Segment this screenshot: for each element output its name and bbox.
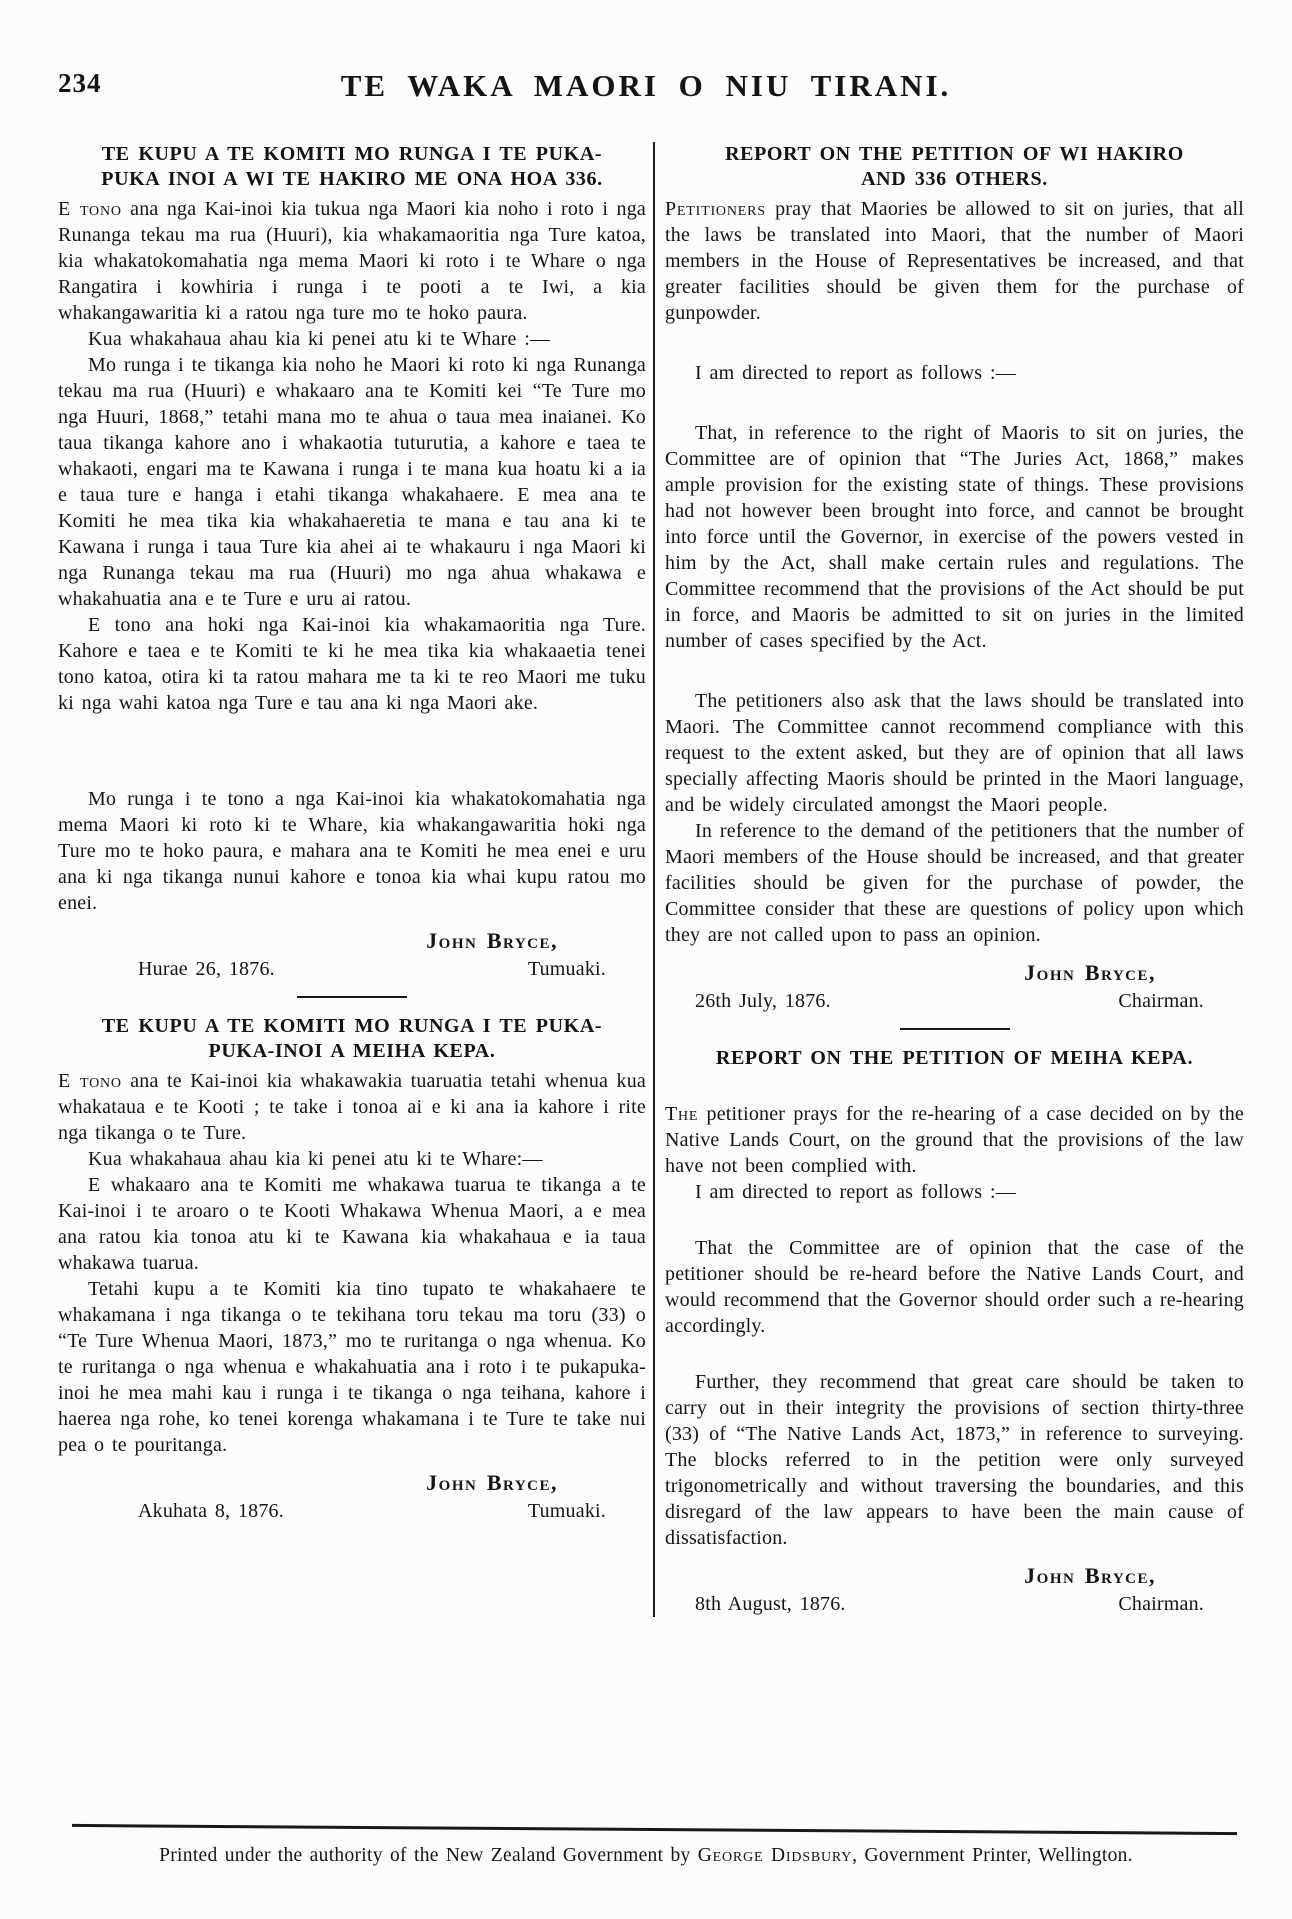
lead-word: E tono: [58, 1070, 122, 1092]
signature-block: [58, 1470, 646, 1524]
signature-name: John Bryce,: [426, 1470, 558, 1495]
paragraph: [58, 1068, 646, 1146]
paragraph: [665, 196, 1244, 326]
paragraph: Mo runga i te tikanga kia noho he Maori ki roto ki nga Runanga tekau ma rua (Huuri) e whakaaro ana te Komiti kei “Te Ture mo nga Huuri, 1868,” tetahi mana mo te ahua o taua mea inaianei. Ko taua tikanga kahore ano i whakaotia tuturutia, a kahore e taea te whakaoti, engari ma te Kawana i runga i te mana kua hoatu ki a ia e taua ture e hanga i etahi tikanga whakahaere. E mea ana te Komiti he mea tika kia whakahaeretia te mana e tau ana ki te Kawana i runga i taua Ture kia ahei ai te whakauru i nga Maori ki nga Runanga tekau ma rua (Huuri) mo nga ahua whakawa e whakahuatia ana e te Ture e uru ai ratou.: [58, 354, 646, 610]
paragraph: [665, 1101, 1244, 1179]
signature-date: 8th August, 1876.: [695, 1593, 846, 1615]
heading-line: TE KUPU A TE KOMITI MO RUNGA I TE PUKA-: [101, 143, 603, 165]
section-heading: [58, 1014, 646, 1064]
paragraph-text: ana te Kai-inoi kia whakawakia tuaruatia tetahi whenua kua whakataua e te Kooti ; te take i tonoa ai e ki ana ia kahore i rite nga tikanga o te Ture.: [58, 1070, 646, 1144]
paragraph: I am directed to report as follows :—: [695, 362, 1016, 384]
paragraph: E tono ana hoki nga Kai-inoi kia whakamaoritia nga Ture. Kahore e taea e te Komiti te ki he mea tika kia whakaaetia tenei tono katoa, otira ki ta ratou mahara me ta ki te reo Maori me tuku ki nga wahi katoa nga Ture e tau ana ki nga Maori ake.: [58, 614, 646, 714]
section-heading: [665, 142, 1244, 192]
section-divider: [297, 996, 407, 998]
section-heading: [58, 142, 646, 192]
lead-word: The: [665, 1103, 699, 1125]
signature-row: [58, 956, 646, 982]
signature-block: [665, 1563, 1244, 1617]
paragraph: Mo runga i te tono a nga Kai-inoi kia whakatokomahatia nga mema Maori ki roto ki te Whare, kia whakangawaritia hoki nga Ture mo te hoko paura, e mahara ana te Komiti he mea enei e uru ana ki nga tikanga nunui kahore e tonoa kia whai kupu ratou mo enei.: [58, 788, 646, 914]
signature-title: Chairman.: [1118, 990, 1204, 1012]
section-divider: [900, 1028, 1010, 1030]
masthead: [0, 0, 1292, 120]
paragraph: In reference to the demand of the petitioners that the number of Maori members of the House should be increased, and that greater facilities should be given for the purchase of powder, the Committee consider that these are questions of policy upon which they are not called upon to pass an opinion.: [665, 820, 1244, 946]
left-column-maori: [58, 142, 655, 1617]
imprint-post: , Government Printer, Wellington.: [852, 1845, 1133, 1866]
paragraph: E whakaaro ana te Komiti me whakawa tuarua te tikanga a te Kai-inoi i te aroaro o te Kooti Whakawa Whenua Maori, a e mea ana ratou kia tonoa atu ki te Kawana kia whakahaua e ia taua whakawa tuarua.: [58, 1174, 646, 1274]
signature-title: Chairman.: [1118, 1593, 1204, 1615]
two-column-body: [58, 142, 1244, 1617]
signature-row: [665, 1591, 1244, 1617]
imprint-line: [0, 1845, 1292, 1867]
signature-name: John Bryce,: [426, 928, 558, 953]
paragraph: Further, they recommend that great care should be taken to carry out in their integrity the provisions of section thirty-three (33) of “The Native Lands Act, 1873,” in reference to surveying. The blocks referred to in the petition were only surveyed trigonometrically and without traversing the boundaries, and this disregard of the law appears to have been the main cause of dissatisfaction.: [665, 1371, 1244, 1549]
paragraph: Kua whakahaua ahau kia ki penei atu ki te Whare :—: [88, 328, 551, 350]
right-column-english: [655, 142, 1244, 1617]
signature-date: Akuhata 8, 1876.: [138, 1500, 284, 1522]
paper-title: TE WAKA MAORI O NIU TIRANI.: [340, 68, 952, 103]
signature-date: Hurae 26, 1876.: [138, 958, 275, 980]
heading-line: REPORT ON THE PETITION OF MEIHA KEPA.: [715, 1047, 1194, 1069]
paragraph: That the Committee are of opinion that the case of the petitioner should be re-heard before the Native Lands Court, and would recommend that the Governor should order such a re-hearing accordingly.: [665, 1237, 1245, 1337]
heading-line: PUKA-INOI A MEIHA KEPA.: [208, 1040, 496, 1062]
paragraph: Kua whakahaua ahau kia ki penei atu ki te Whare:—: [88, 1148, 543, 1170]
paragraph: Tetahi kupu a te Komiti kia tino tupato te whakahaere te whakamana i nga tikanga o te tekihana toru tekau ma toru (33) o “Te Ture Whenua Maori, 1873,” mo te ruritanga o nga whenua. Ko te ruritanga o nga whenua e whakahuatia ana i roto i te pukapuka-inoi he mea mahi kau i runga i te tikanga o nga teihana, kahore i haerea nga rohe, ko tenei korenga whakamana i te Ture te take nui pea o te pouritanga.: [58, 1278, 646, 1456]
imprint-pre: Printed under the authority of the New Zealand Government by: [159, 1845, 698, 1866]
footer-rule: [72, 1824, 1237, 1835]
section-heading: [665, 1046, 1244, 1071]
heading-line: PUKA INOI A WI TE HAKIRO ME ONA HOA 336.: [101, 168, 603, 190]
signature-title: Tumuaki.: [527, 1500, 606, 1522]
heading-line: AND 336 OTHERS.: [861, 168, 1048, 190]
printer-name: George Didsbury: [697, 1845, 853, 1866]
signature-block: [665, 960, 1244, 1014]
signature-block: [58, 928, 646, 982]
heading-line: REPORT ON THE PETITION OF WI HAKIRO: [725, 143, 1184, 165]
paragraph: The petitioners also ask that the laws should be translated into Maori. The Committee cannot recommend compliance with this request to the extent asked, but they are of opinion that all laws specially affecting Maoris should be printed in the Maori language, and be widely circulated amongst the Maori people.: [665, 690, 1244, 816]
heading-line: TE KUPU A TE KOMITI MO RUNGA I TE PUKA-: [101, 1015, 603, 1037]
paragraph: I am directed to report as follows :—: [695, 1181, 1016, 1203]
signature-row: [665, 988, 1244, 1014]
paragraph: [58, 196, 646, 326]
paragraph: That, in reference to the right of Maoris to sit on juries, the Committee are of opinion that “The Juries Act, 1868,” makes ample provision for the existing state of things. These provisions had not however been brought into force, and cannot be brought into force until the Governor, in exercise of the powers vested in him by the Act, shall make certain rules and regulations. The Committee recommend that the provisions of the Act should be put in force, and Maoris be admitted to sit on juries in the limited number of cases specified by the Act.: [665, 422, 1244, 652]
page-number: 234: [58, 68, 102, 98]
signature-name: John Bryce,: [1024, 960, 1156, 985]
signature-title: Tumuaki.: [527, 958, 606, 980]
signature-name: John Bryce,: [1024, 1563, 1156, 1588]
paragraph-text: petitioner prays for the re-hearing of a case decided on by the Native Lands Court, on the ground that the provisions of the law have not been complied with.: [665, 1103, 1244, 1177]
signature-date: 26th July, 1876.: [695, 990, 831, 1012]
signature-row: [58, 1498, 646, 1524]
paragraph-text: ana nga Kai-inoi kia tukua nga Maori kia noho i roto i nga Runanga tekau ma rua (Huuri), kia whakamaoritia nga Ture katoa, kia whakatokomahatia nga mema Maori ki roto i te Whare o nga Rangatira i kowhiria i runga i te pooti a te Iwi, a kia whakangawaritia ki a ratou nga ture mo te hoko paura.: [58, 198, 646, 324]
lead-word: E tono: [58, 198, 122, 220]
paragraph-text: pray that Maories be allowed to sit on juries, that all the laws be translated into Maori, that the number of Maori members in the House of Representatives be increased, and that greater facilities should be given them for the purchase of gunpowder.: [665, 198, 1244, 324]
page-footer: [0, 1828, 1292, 1867]
lead-word: Petitioners: [665, 198, 766, 220]
